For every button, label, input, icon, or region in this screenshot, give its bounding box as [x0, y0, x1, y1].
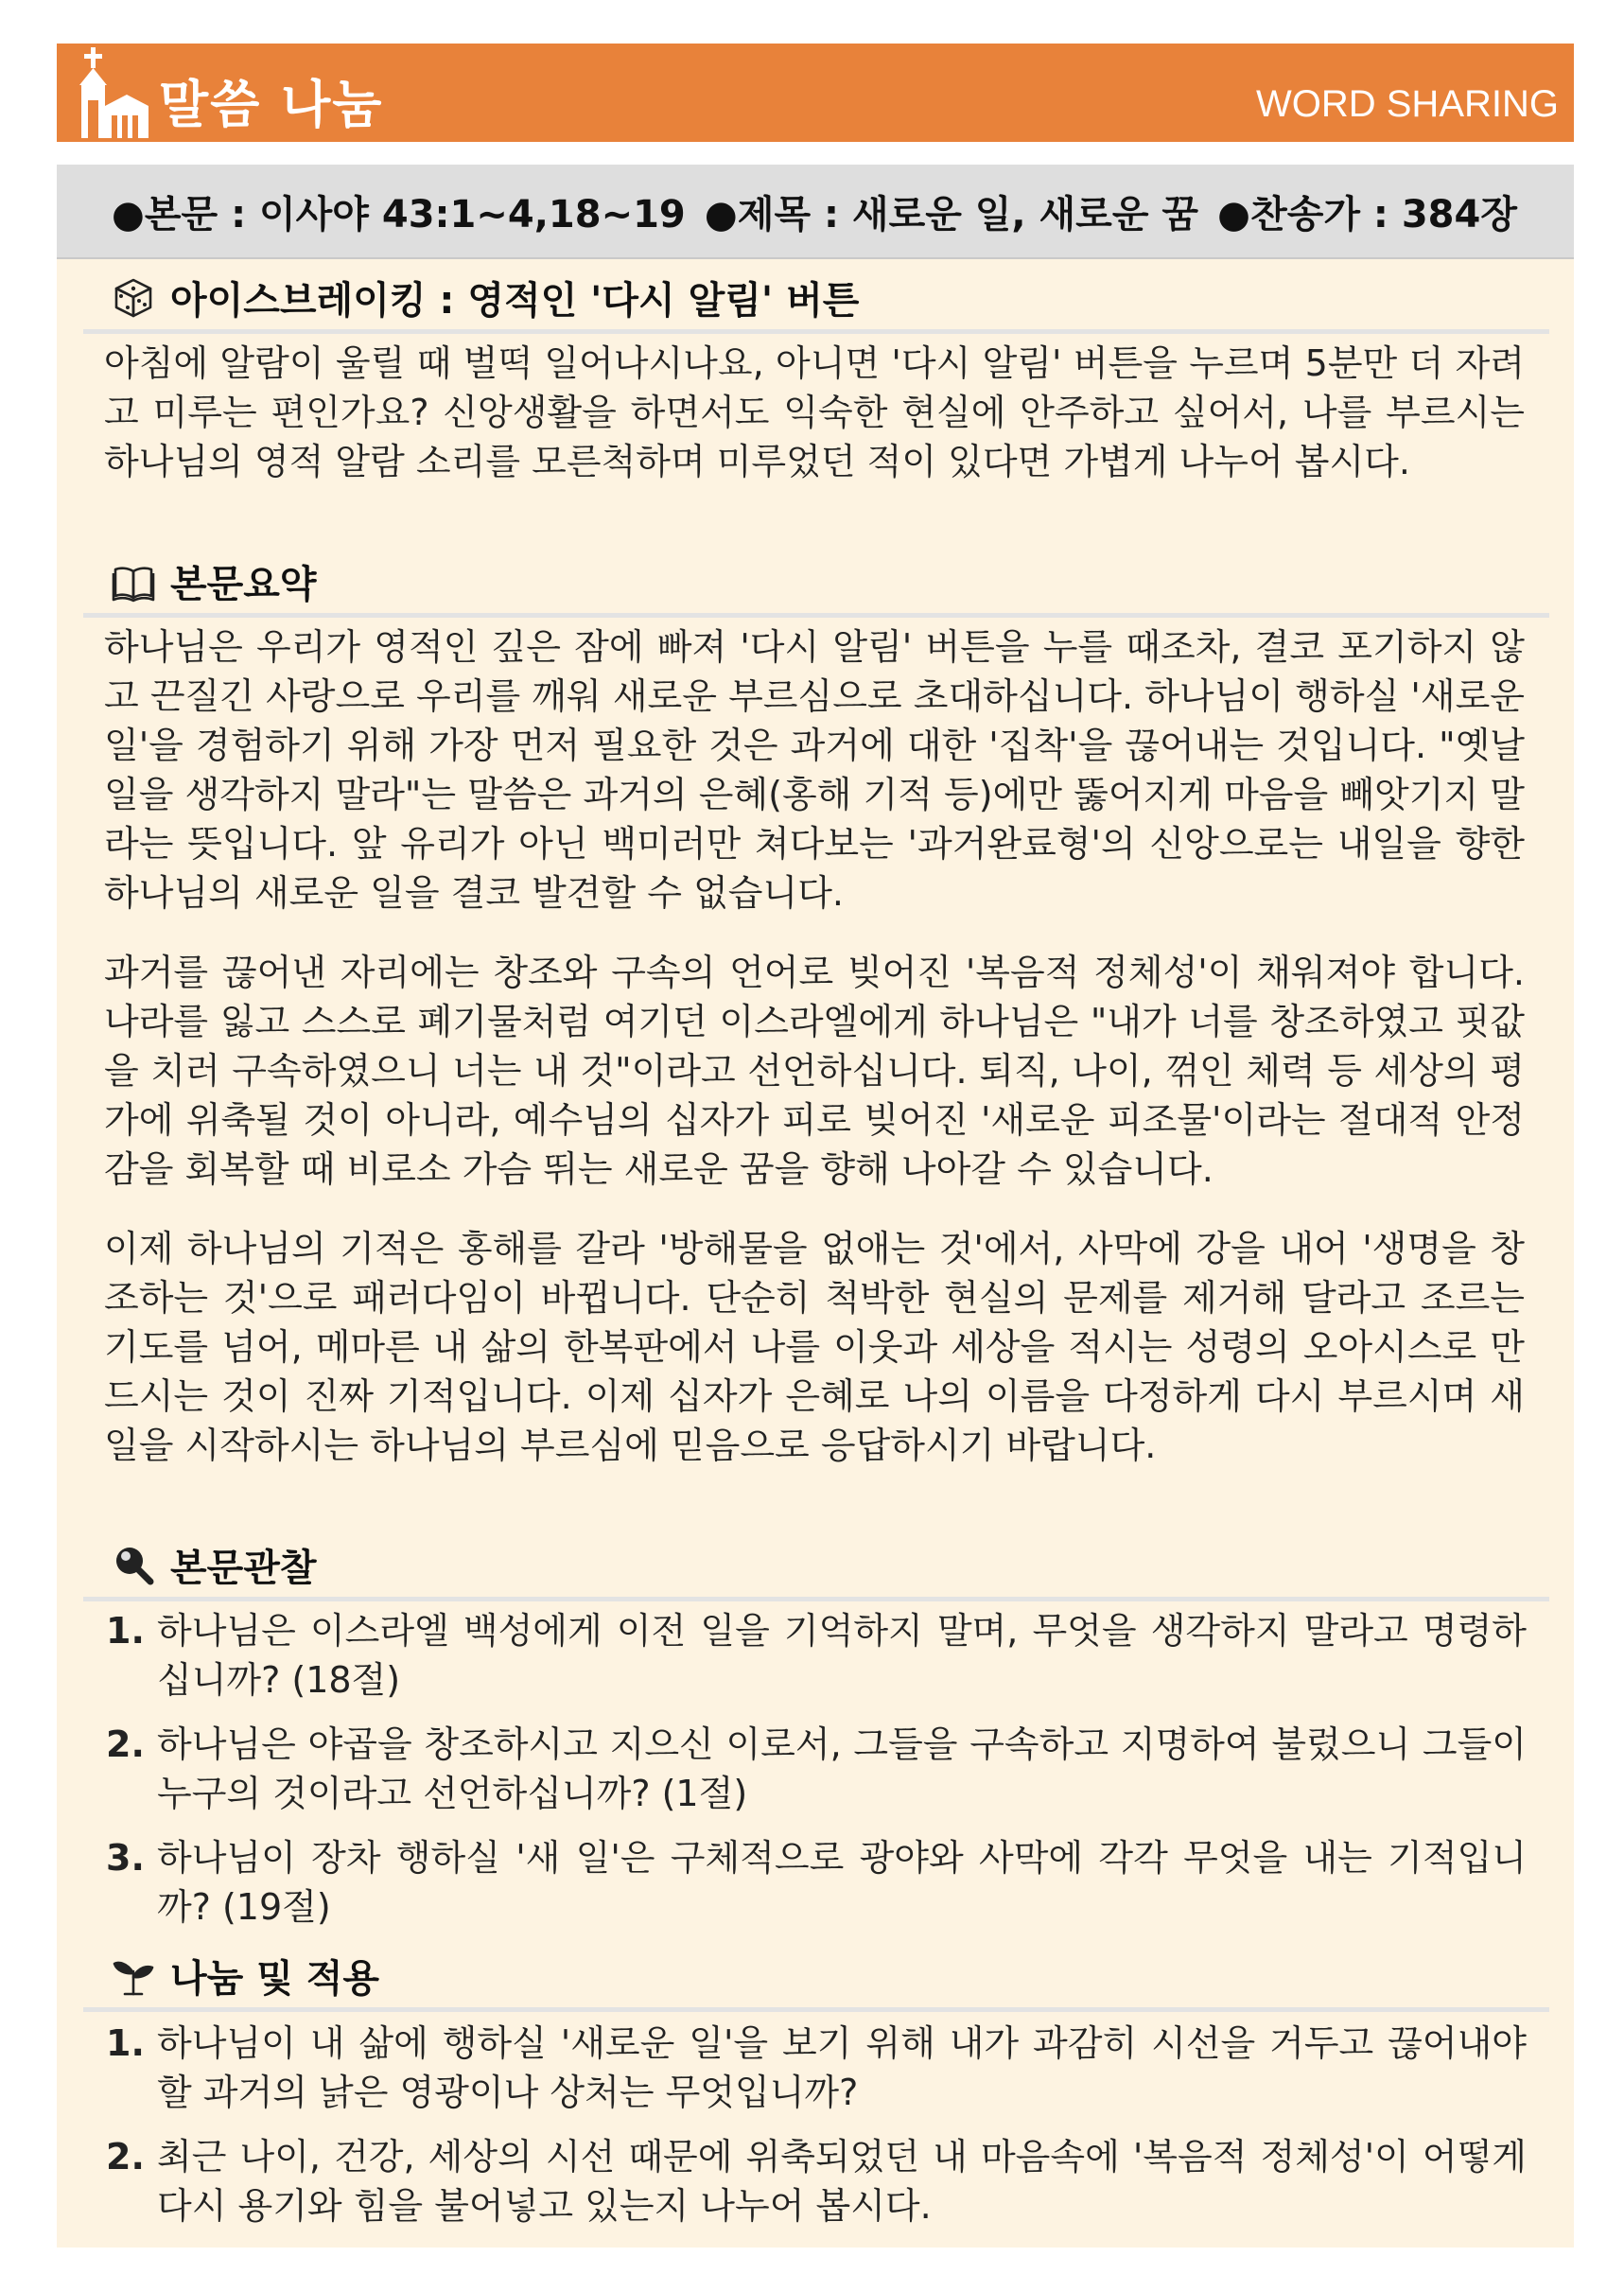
scripture-reference: ●본문 : 이사야 43:1~4,18~19 [112, 192, 686, 236]
summary-paragraph: 하나님은 우리가 영적인 깊은 잠에 빠져 '다시 알림' 버튼을 누를 때조차, 결코 포기하지 않고 끈질긴 사랑으로 우리를 깨워 새로운 부르심으로 초대하십니다. 하나님이 행하실 '새로운 일'을 경험하기 위해 가장 먼저 필요한 것은 과거에 대한 '집착'을 끊어내는 것입니다. "옛날 일을 생각하지 말라"는 말씀은 과거의 은혜(홍해 기적 등)에만 뚫어지게 마음을 빼앗기지 말라는 뜻입니다. 앞 유리가 아닌 백미러만 쳐다보는 '과거완료형'의 신앙으로는 내일을 향한 하나님의 새로운 일을 결코 발견할 수 없습니다. [104, 626, 1525, 914]
sermon-info-bar [57, 165, 1574, 259]
sermon-title: ●제목 : 새로운 일, 새로운 꿈 [704, 192, 1199, 236]
divider [83, 1597, 1549, 1601]
list-item [106, 1833, 1527, 1932]
list-item [106, 2019, 1527, 2117]
item-number: 3. [106, 1837, 145, 1879]
item-text: 하나님이 내 삶에 행하실 '새로운 일'을 보기 위해 내가 과감히 시선을 거두고 끊어내야 할 과거의 낡은 영광이나 상처는 무엇입니까? [157, 2022, 1527, 2113]
observation-list [106, 1606, 1527, 1932]
page-header [57, 44, 1574, 142]
book-icon [112, 560, 155, 603]
item-text: 하나님은 이스라엘 백성에게 이전 일을 기억하지 말며, 무엇을 생각하지 말라고 명령하십니까? (18절) [157, 1610, 1527, 1701]
section-title-word-sharing: 말씀 나눔 [159, 75, 384, 134]
divider [83, 329, 1549, 334]
summary-body [104, 622, 1525, 1470]
observation-heading [112, 1538, 317, 1592]
icebreaking-title: 아이스브레이킹 : 영적인 '다시 알림' 버튼 [170, 279, 860, 323]
dice-icon [112, 276, 155, 320]
list-item [106, 1606, 1527, 1705]
list-item [106, 2132, 1527, 2230]
item-text: 하나님이 장차 행하실 '새 일'은 구체적으로 광야와 사막에 각각 무엇을 내는 기적입니까? (19절) [157, 1837, 1527, 1928]
content-panel [57, 259, 1574, 2248]
item-text: 최근 나이, 건강, 세상의 시선 때문에 위축되었던 내 마음속에 '복음적 정체성'이 어떻게 다시 용기와 힘을 불어넣고 있는지 나누어 봅시다. [157, 2136, 1527, 2227]
item-text: 하나님은 야곱을 창조하시고 지으신 이로서, 그들을 구속하고 지명하여 불렀으니 그들이 누구의 것이라고 선언하십니까? (1절) [157, 1723, 1527, 1814]
icebreaking-heading [112, 271, 859, 324]
divider [83, 613, 1549, 618]
item-number: 1. [106, 2022, 145, 2064]
item-number: 2. [106, 1723, 145, 1765]
divider [83, 2007, 1549, 2012]
icebreaking-text: 아침에 알람이 울릴 때 벌떡 일어나시나요, 아니면 '다시 알림' 버튼을 누르며 5분만 더 자려고 미루는 편인가요? 신앙생활을 하면서도 익숙한 현실에 안주하고 싶어서, 나를 부르시는 하나님의 영적 알람 소리를 모른척하며 미루었던 적이 있다면 가볍게 나누어 봅시다. [104, 342, 1525, 482]
summary-title: 본문요약 [170, 563, 317, 606]
item-number: 1. [106, 1610, 145, 1652]
summary-paragraph: 이제 하나님의 기적은 홍해를 갈라 '방해물을 없애는 것'에서, 사막에 강을 내어 '생명을 창조하는 것'으로 패러다임이 바뀝니다. 단순히 척박한 현실의 문제를 제거해 달라고 조르는 기도를 넘어, 메마른 내 삶의 한복판에서 나를 이웃과 세상을 적시는 성령의 오아시스로 만드시는 것이 진짜 기적입니다. 이제 십자가 은혜로 나의 이름을 다정하게 다시 부르시며 새 일을 시작하시는 하나님의 부르심에 믿음으로 응답하시기 바랍니다. [104, 1228, 1525, 1466]
list-item [106, 1720, 1527, 1818]
summary-paragraph: 과거를 끊어낸 자리에는 창조와 구속의 언어로 빚어진 '복음적 정체성'이 채워져야 합니다. 나라를 잃고 스스로 폐기물처럼 여기던 이스라엘에게 하나님은 "내가 너를 창조하였고 핏값을 치러 구속하였으니 너는 내 것"이라고 선언하십니다. 퇴직, 나이, 꺾인 체력 등 세상의 평가에 위축될 것이 아니라, 예수님의 십자가 피로 빚어진 '새로운 피조물'이라는 절대적 안정감을 회복할 때 비로소 가슴 뛰는 새로운 꿈을 향해 나아갈 수 있습니다. [104, 952, 1525, 1190]
magnifier-icon [112, 1544, 155, 1587]
item-number: 2. [106, 2136, 145, 2178]
observation-title: 본문관찰 [170, 1547, 317, 1590]
application-list [106, 2019, 1527, 2230]
application-title: 나눔 및 적용 [170, 1957, 380, 2001]
hymn-number: ●찬송가 : 384장 [1217, 192, 1517, 236]
application-heading [112, 1949, 379, 2003]
sprout-icon [112, 1954, 155, 1998]
summary-heading [112, 554, 317, 608]
church-icon [70, 47, 165, 140]
section-subtitle-english: WORD SHARING [1256, 83, 1559, 125]
